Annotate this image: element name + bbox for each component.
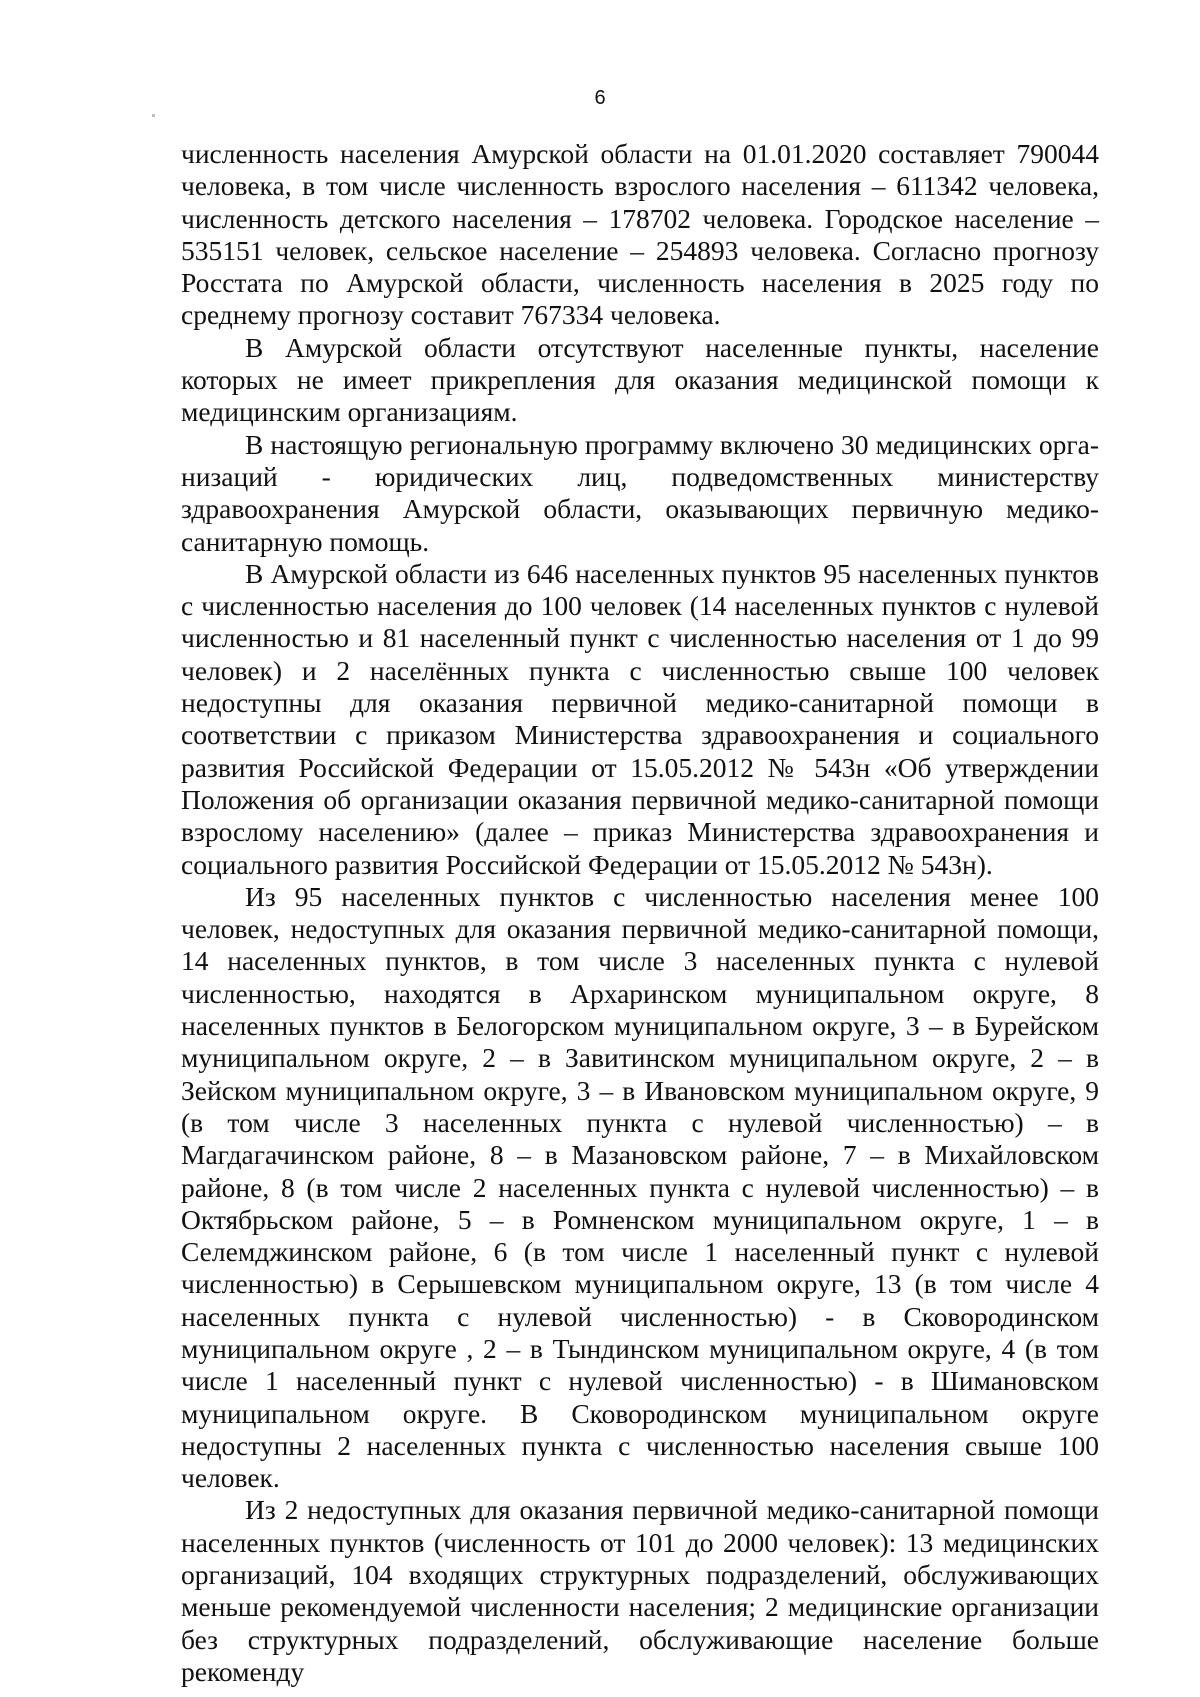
document-body: [181, 138, 1099, 1688]
scan-artifact: [152, 114, 155, 117]
paragraph-attachment: В Амурской области отсутствуют населенные пункты, население которых не имеет прикрепления для оказания медицинской помощи к медицинским организациям.: [181, 331, 1099, 428]
paragraph-inaccessible-settlements: В Амурской области из 646 населенных пунктов 95 населенных пунктов с численностью населения до 100 человек (14 населенных пунктов с нулевой численностью и 81 населенный пункт с численностью населения от 1 до 99 человек) и 2 населённых пункта с численностью свыше 100 человек недоступны для оказания первичной медико-санитарной помощи в соответствии с приказом Министерства здравоохранения и социального развития Российской Федерации от 15.05.2012 № 543н «Об утверждении Положения об организации оказания первичной медико-санитарной помощи взрослому населению» (далее – приказ Министерства здравоохранения и социального развития Российской Федерации от 15.05.2012 № 543н).: [181, 557, 1099, 880]
paragraph-settlements-by-district: Из 95 населенных пунктов с численностью населения менее 100 человек, недоступных для оказания первичной медико-санитарной помощи, 14 населенных пунктов, в том числе 3 населенных пункта с нулевой численностью, находятся в Архаринском муниципальном округе, 8 населенных пунктов в Белогорском муниципальном округе, 3 – в Бурейском муниципальном округе, 2 – в Завитинском муниципальном округе, 2 – в Зейском муниципальном округе, 3 – в Ивановском муниципальном округе, 9 (в том числе 3 населенных пункта с нулевой численностью) – в Магдагачинском районе, 8 – в Мазановском районе, 7 – в Михайловском районе, 8 (в том числе 2 населенных пункта с нулевой численностью) – в Октябрьском районе, 5 – в Ромненском муниципальном округе, 1 – в Селемджинском районе, 6 (в том числе 1 населенный пункт с нулевой численностью) в Серышевском муниципальном округе, 13 (в том числе 4 населенных пункта с нулевой численностью) - в Сковородинском муниципальном округе , 2 – в Тындинском муниципальном округе, 4 (в том числе 1 населенный пункт с нулевой численностью) - в Шимановском муниципальном округе. В Сковородинском муниципальном округе недоступны 2 населенных пункта с численностью населения свыше 100 человек.: [181, 880, 1099, 1494]
page-number: 6: [594, 87, 606, 109]
paragraph-medical-organizations: Из 2 недоступных для оказания первичной медико-санитарной помощи населенных пунктов (численность от 101 до 2000 человек): 13 медицинских организаций, 104 входящих структурных подразделений, обслуживающих меньше рекомендуемой численности населения; 2 медицинские организации без структурных подразделений, обслуживающие население больше рекоменду: [181, 1494, 1099, 1687]
paragraph-program-organizations: В настоящую региональную программу включено 30 медицинских организаций - юридических лиц, подведомственных министерству здравоохранения Амурской области, оказывающих первичную медико-санитарную помощь.: [181, 428, 1099, 557]
paragraph-population: численность населения Амурской области на 01.01.2020 составляет 790044 человека, в том числе численность взрослого населения – 611342 человека, численность детского населения – 178702 человека. Городское население – 535151 человек, сельское население – 254893 человека. Согласно прогнозу Росстата по Амурской области, численность населения в 2025 году по среднему прогнозу составит 767334 человека.: [181, 138, 1099, 331]
